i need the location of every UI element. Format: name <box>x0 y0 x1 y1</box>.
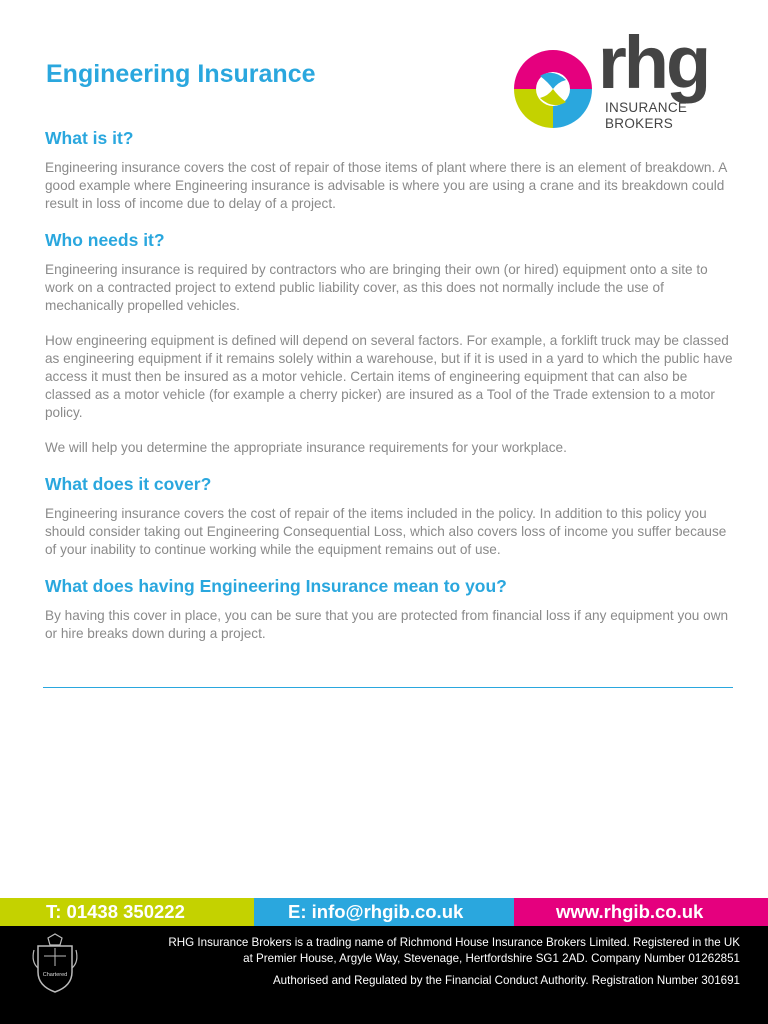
phone-contact[interactable]: T: 01438 350222 <box>0 898 254 926</box>
logo-wordmark: rhg <box>598 21 709 104</box>
section-who-needs-it <box>45 230 735 457</box>
footer-legal-line-2: at Premier House, Argyle Way, Stevenage, Hertfordshire SG1 2AD. Company Number 01262851 <box>243 952 740 965</box>
legal-footer <box>0 926 768 1024</box>
section-heading: What is it? <box>45 128 134 148</box>
website-link[interactable]: www.rhgib.co.uk <box>514 898 768 926</box>
chartered-insurance-brokers-crest-icon <box>30 932 80 994</box>
section-paragraph: By having this cover in place, you can be sure that you are protected from financial loss if any equipment you own or hire breaks down during a project. <box>45 608 729 641</box>
footer-legal-line-3: Authorised and Regulated by the Financial Conduct Authority. Registration Number 301691 <box>272 974 740 987</box>
page-title: Engineering Insurance <box>46 60 316 88</box>
document-body <box>45 128 735 660</box>
content-divider <box>43 687 733 688</box>
email-contact[interactable]: E: info@rhgib.co.uk <box>254 898 514 926</box>
section-paragraph: How engineering equipment is defined will depend on several factors. For example, a forklift truck may be classed as engineering equipment if it remains solely within a warehouse, but if it is used in a yard to which the public have access it must then be insured as a motor vehicle. Certain items of engineering equipment that can also be classed as a motor vehicle (for example a cherry picker) are insured as a Tool of the Trade extension to a motor policy. <box>45 333 733 420</box>
svg-text:Chartered: Chartered <box>42 972 68 978</box>
contact-bar <box>0 898 768 926</box>
section-what-it-means <box>45 576 735 643</box>
section-heading: Who needs it? <box>45 230 165 250</box>
section-heading: What does it cover? <box>45 474 212 494</box>
rhg-swirl-icon <box>510 46 596 132</box>
logo-subline-brokers: BROKERS <box>605 116 674 131</box>
logo-subline-insurance: INSURANCE <box>605 100 688 115</box>
section-what-is-it <box>45 128 735 213</box>
footer-legal-line-1: RHG Insurance Brokers is a trading name of Richmond House Insurance Brokers Limited. Registered in the UK <box>168 936 740 949</box>
section-heading: What does having Engineering Insurance mean to you? <box>45 576 507 596</box>
section-paragraph: Engineering insurance is required by contractors who are bringing their own (or hired) equipment onto a site to work on a contracted project to extend public liability cover, as this does not normally include the use of mechanically propelled vehicles. <box>45 262 708 313</box>
section-paragraph: Engineering insurance covers the cost of repair of those items of plant where there is an element of breakdown. A good example where Engineering insurance is advisable is where you are using a crane and its breakdown could result in loss of income due to delay of a project. <box>45 160 727 211</box>
section-paragraph: Engineering insurance covers the cost of repair of the items included in the policy. In addition to this policy you should consider taking out Engineering Consequential Loss, which also covers loss of income you suffer because of your inability to continue working while the equipment remains out of use. <box>45 506 727 557</box>
section-paragraph: We will help you determine the appropriate insurance requirements for your workplace. <box>45 440 567 455</box>
section-what-does-it-cover <box>45 474 735 559</box>
rhg-logo <box>510 21 730 132</box>
